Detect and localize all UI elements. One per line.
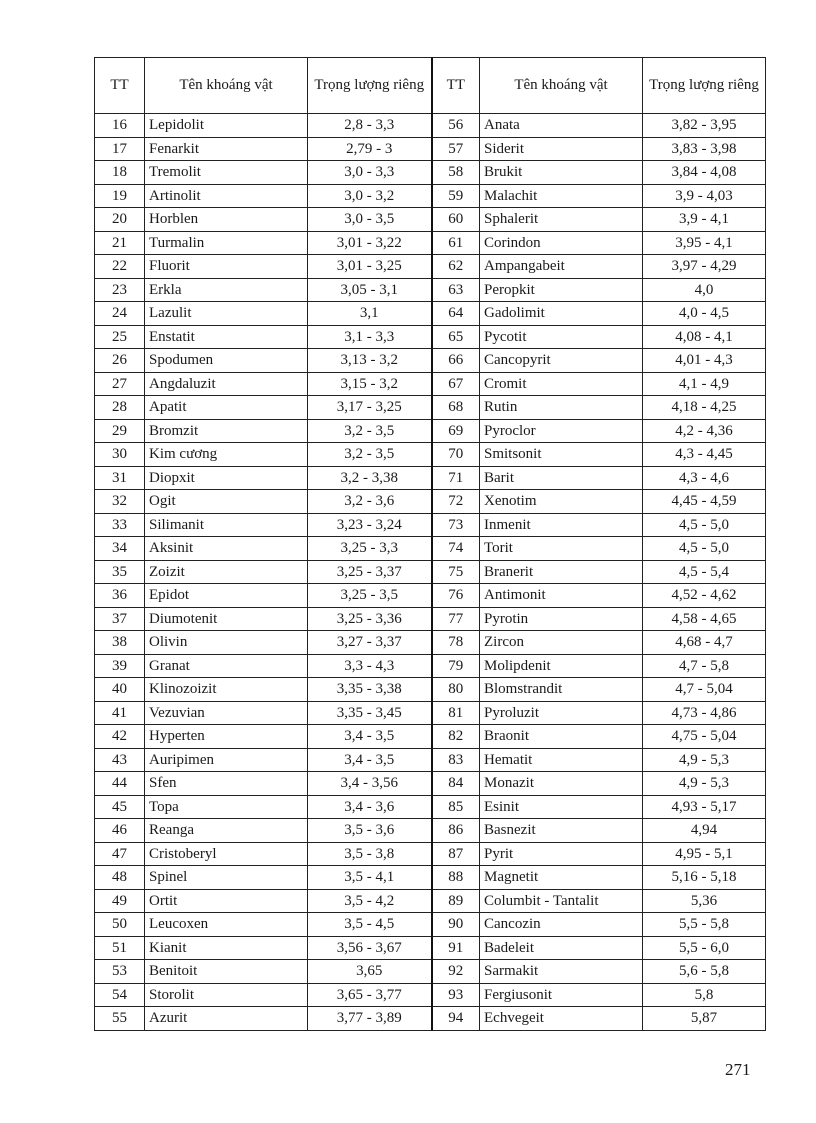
specific-gravity: 3,25 - 3,5 [308, 584, 432, 608]
row-tt: 91 [432, 936, 480, 960]
row-tt: 87 [432, 842, 480, 866]
mineral-name: Vezuvian [145, 701, 308, 725]
row-tt: 37 [95, 607, 145, 631]
specific-gravity: 3,1 - 3,3 [308, 325, 432, 349]
specific-gravity: 3,65 - 3,77 [308, 983, 432, 1007]
row-tt: 34 [95, 537, 145, 561]
row-tt: 28 [95, 396, 145, 420]
specific-gravity: 4,52 - 4,62 [643, 584, 766, 608]
row-tt: 30 [95, 443, 145, 467]
row-tt: 49 [95, 889, 145, 913]
specific-gravity: 3,25 - 3,37 [308, 560, 432, 584]
mineral-density-table [94, 57, 766, 1031]
mineral-name: Lazulit [145, 302, 308, 326]
mineral-name: Antimonit [480, 584, 643, 608]
row-tt: 80 [432, 678, 480, 702]
mineral-name: Auripimen [145, 748, 308, 772]
mineral-name: Sphalerit [480, 208, 643, 232]
table-row [95, 161, 766, 185]
mineral-name: Zoizit [145, 560, 308, 584]
row-tt: 46 [95, 819, 145, 843]
row-tt: 83 [432, 748, 480, 772]
table-row [95, 607, 766, 631]
mineral-name: Zircon [480, 631, 643, 655]
mineral-name: Hematit [480, 748, 643, 772]
mineral-name: Pycotit [480, 325, 643, 349]
specific-gravity: 4,18 - 4,25 [643, 396, 766, 420]
table-row [95, 278, 766, 302]
row-tt: 45 [95, 795, 145, 819]
table-row [95, 889, 766, 913]
mineral-name: Gadolimit [480, 302, 643, 326]
table-row [95, 725, 766, 749]
table-row [95, 537, 766, 561]
page-number: 271 [725, 1060, 751, 1079]
mineral-name: Pyroclor [480, 419, 643, 443]
row-tt: 47 [95, 842, 145, 866]
mineral-name: Bromzit [145, 419, 308, 443]
specific-gravity: 4,9 - 5,3 [643, 772, 766, 796]
table-row [95, 631, 766, 655]
row-tt: 29 [95, 419, 145, 443]
mineral-name: Enstatit [145, 325, 308, 349]
header-specific-gravity: Trọng lượng riêng [643, 58, 766, 114]
specific-gravity: 4,7 - 5,04 [643, 678, 766, 702]
row-tt: 38 [95, 631, 145, 655]
specific-gravity: 3,9 - 4,03 [643, 184, 766, 208]
row-tt: 27 [95, 372, 145, 396]
specific-gravity: 3,3 - 4,3 [308, 654, 432, 678]
specific-gravity: 3,83 - 3,98 [643, 137, 766, 161]
mineral-name: Granat [145, 654, 308, 678]
row-tt: 66 [432, 349, 480, 373]
mineral-name: Magnetit [480, 866, 643, 890]
mineral-name: Echvegeit [480, 1007, 643, 1031]
specific-gravity: 3,13 - 3,2 [308, 349, 432, 373]
mineral-name: Molipdenit [480, 654, 643, 678]
specific-gravity: 4,3 - 4,45 [643, 443, 766, 467]
specific-gravity: 4,3 - 4,6 [643, 466, 766, 490]
specific-gravity: 3,2 - 3,5 [308, 443, 432, 467]
specific-gravity: 3,9 - 4,1 [643, 208, 766, 232]
row-tt: 18 [95, 161, 145, 185]
row-tt: 75 [432, 560, 480, 584]
specific-gravity: 3,5 - 4,2 [308, 889, 432, 913]
table-row [95, 960, 766, 984]
specific-gravity: 3,5 - 3,6 [308, 819, 432, 843]
mineral-name: Braonit [480, 725, 643, 749]
specific-gravity: 3,4 - 3,56 [308, 772, 432, 796]
specific-gravity: 3,82 - 3,95 [643, 114, 766, 138]
row-tt: 60 [432, 208, 480, 232]
mineral-name: Kim cương [145, 443, 308, 467]
specific-gravity: 3,0 - 3,2 [308, 184, 432, 208]
specific-gravity: 3,4 - 3,5 [308, 748, 432, 772]
specific-gravity: 3,56 - 3,67 [308, 936, 432, 960]
specific-gravity: 4,94 [643, 819, 766, 843]
row-tt: 48 [95, 866, 145, 890]
mineral-name: Pyrotin [480, 607, 643, 631]
row-tt: 19 [95, 184, 145, 208]
row-tt: 32 [95, 490, 145, 514]
table-row [95, 701, 766, 725]
specific-gravity: 3,0 - 3,3 [308, 161, 432, 185]
row-tt: 70 [432, 443, 480, 467]
table-row [95, 983, 766, 1007]
mineral-name: Pyrit [480, 842, 643, 866]
specific-gravity: 5,5 - 6,0 [643, 936, 766, 960]
row-tt: 63 [432, 278, 480, 302]
mineral-name: Ortit [145, 889, 308, 913]
mineral-name: Spinel [145, 866, 308, 890]
specific-gravity: 3,2 - 3,38 [308, 466, 432, 490]
specific-gravity: 4,5 - 5,0 [643, 513, 766, 537]
table-row [95, 137, 766, 161]
table-row [95, 748, 766, 772]
specific-gravity: 3,01 - 3,25 [308, 255, 432, 279]
row-tt: 61 [432, 231, 480, 255]
table-row [95, 396, 766, 420]
mineral-name: Pyroluzit [480, 701, 643, 725]
table-header-row [95, 58, 766, 114]
mineral-name: Silimanit [145, 513, 308, 537]
row-tt: 79 [432, 654, 480, 678]
table-row [95, 184, 766, 208]
specific-gravity: 3,17 - 3,25 [308, 396, 432, 420]
specific-gravity: 3,4 - 3,5 [308, 725, 432, 749]
specific-gravity: 4,93 - 5,17 [643, 795, 766, 819]
mineral-name: Esinit [480, 795, 643, 819]
specific-gravity: 3,05 - 3,1 [308, 278, 432, 302]
table-row [95, 372, 766, 396]
row-tt: 76 [432, 584, 480, 608]
specific-gravity: 5,6 - 5,8 [643, 960, 766, 984]
mineral-name: Sfen [145, 772, 308, 796]
row-tt: 93 [432, 983, 480, 1007]
specific-gravity: 3,0 - 3,5 [308, 208, 432, 232]
mineral-name: Hyperten [145, 725, 308, 749]
row-tt: 74 [432, 537, 480, 561]
specific-gravity: 4,95 - 5,1 [643, 842, 766, 866]
mineral-name: Turmalin [145, 231, 308, 255]
specific-gravity: 3,15 - 3,2 [308, 372, 432, 396]
mineral-name: Malachit [480, 184, 643, 208]
row-tt: 35 [95, 560, 145, 584]
table-row [95, 231, 766, 255]
row-tt: 43 [95, 748, 145, 772]
table-row [95, 1007, 766, 1031]
mineral-name: Siderit [480, 137, 643, 161]
table-row [95, 654, 766, 678]
row-tt: 25 [95, 325, 145, 349]
row-tt: 72 [432, 490, 480, 514]
row-tt: 55 [95, 1007, 145, 1031]
specific-gravity: 3,2 - 3,5 [308, 419, 432, 443]
mineral-name: Smitsonit [480, 443, 643, 467]
row-tt: 68 [432, 396, 480, 420]
mineral-name: Azurit [145, 1007, 308, 1031]
row-tt: 16 [95, 114, 145, 138]
table-row [95, 913, 766, 937]
specific-gravity: 3,35 - 3,45 [308, 701, 432, 725]
mineral-name: Erkla [145, 278, 308, 302]
mineral-name: Basnezit [480, 819, 643, 843]
specific-gravity: 3,25 - 3,36 [308, 607, 432, 631]
specific-gravity: 2,8 - 3,3 [308, 114, 432, 138]
mineral-name: Xenotim [480, 490, 643, 514]
specific-gravity: 3,4 - 3,6 [308, 795, 432, 819]
specific-gravity: 3,97 - 4,29 [643, 255, 766, 279]
mineral-name: Anata [480, 114, 643, 138]
table-row [95, 513, 766, 537]
mineral-name: Horblen [145, 208, 308, 232]
row-tt: 58 [432, 161, 480, 185]
row-tt: 85 [432, 795, 480, 819]
table-row [95, 302, 766, 326]
mineral-name: Artinolit [145, 184, 308, 208]
row-tt: 26 [95, 349, 145, 373]
table-row [95, 114, 766, 138]
specific-gravity: 4,9 - 5,3 [643, 748, 766, 772]
mineral-name: Torit [480, 537, 643, 561]
mineral-name: Monazit [480, 772, 643, 796]
specific-gravity: 4,75 - 5,04 [643, 725, 766, 749]
specific-gravity: 4,45 - 4,59 [643, 490, 766, 514]
mineral-name: Corindon [480, 231, 643, 255]
mineral-name: Sarmakit [480, 960, 643, 984]
row-tt: 57 [432, 137, 480, 161]
row-tt: 77 [432, 607, 480, 631]
table-row [95, 466, 766, 490]
mineral-name: Spodumen [145, 349, 308, 373]
table-row [95, 490, 766, 514]
table-row [95, 795, 766, 819]
row-tt: 33 [95, 513, 145, 537]
specific-gravity: 2,79 - 3 [308, 137, 432, 161]
row-tt: 42 [95, 725, 145, 749]
table-row [95, 936, 766, 960]
row-tt: 78 [432, 631, 480, 655]
row-tt: 56 [432, 114, 480, 138]
specific-gravity: 3,5 - 4,5 [308, 913, 432, 937]
specific-gravity: 4,5 - 5,0 [643, 537, 766, 561]
specific-gravity: 3,5 - 4,1 [308, 866, 432, 890]
mineral-name: Fluorit [145, 255, 308, 279]
row-tt: 59 [432, 184, 480, 208]
table-row [95, 560, 766, 584]
row-tt: 41 [95, 701, 145, 725]
mineral-name: Leucoxen [145, 913, 308, 937]
mineral-name: Reanga [145, 819, 308, 843]
row-tt: 22 [95, 255, 145, 279]
table-row [95, 819, 766, 843]
row-tt: 89 [432, 889, 480, 913]
specific-gravity: 4,01 - 4,3 [643, 349, 766, 373]
table-row [95, 419, 766, 443]
mineral-name: Kianit [145, 936, 308, 960]
specific-gravity: 3,84 - 4,08 [643, 161, 766, 185]
mineral-name: Badeleit [480, 936, 643, 960]
mineral-name: Columbit - Tantalit [480, 889, 643, 913]
specific-gravity: 3,1 [308, 302, 432, 326]
header-tt: TT [432, 58, 480, 114]
row-tt: 86 [432, 819, 480, 843]
mineral-name: Fergiusonit [480, 983, 643, 1007]
specific-gravity: 4,58 - 4,65 [643, 607, 766, 631]
specific-gravity: 3,27 - 3,37 [308, 631, 432, 655]
table-row [95, 208, 766, 232]
mineral-name: Blomstrandit [480, 678, 643, 702]
table-row [95, 349, 766, 373]
mineral-name: Epidot [145, 584, 308, 608]
row-tt: 50 [95, 913, 145, 937]
specific-gravity: 5,87 [643, 1007, 766, 1031]
mineral-name: Topa [145, 795, 308, 819]
specific-gravity: 4,5 - 5,4 [643, 560, 766, 584]
mineral-name: Cristoberyl [145, 842, 308, 866]
row-tt: 23 [95, 278, 145, 302]
row-tt: 67 [432, 372, 480, 396]
row-tt: 44 [95, 772, 145, 796]
specific-gravity: 3,2 - 3,6 [308, 490, 432, 514]
row-tt: 65 [432, 325, 480, 349]
mineral-name: Olivin [145, 631, 308, 655]
mineral-name: Klinozoizit [145, 678, 308, 702]
row-tt: 88 [432, 866, 480, 890]
header-tt: TT [95, 58, 145, 114]
mineral-name: Apatit [145, 396, 308, 420]
specific-gravity: 4,2 - 4,36 [643, 419, 766, 443]
mineral-name: Aksinit [145, 537, 308, 561]
mineral-name: Benitoit [145, 960, 308, 984]
specific-gravity: 4,73 - 4,86 [643, 701, 766, 725]
specific-gravity: 5,5 - 5,8 [643, 913, 766, 937]
specific-gravity: 5,16 - 5,18 [643, 866, 766, 890]
table-row [95, 772, 766, 796]
table-row [95, 443, 766, 467]
mineral-name: Storolit [145, 983, 308, 1007]
specific-gravity: 3,25 - 3,3 [308, 537, 432, 561]
row-tt: 54 [95, 983, 145, 1007]
specific-gravity: 3,77 - 3,89 [308, 1007, 432, 1031]
row-tt: 51 [95, 936, 145, 960]
specific-gravity: 4,0 [643, 278, 766, 302]
mineral-name: Angdaluzit [145, 372, 308, 396]
specific-gravity: 5,8 [643, 983, 766, 1007]
specific-gravity: 3,65 [308, 960, 432, 984]
row-tt: 81 [432, 701, 480, 725]
header-mineral-name: Tên khoáng vật [480, 58, 643, 114]
table-row [95, 842, 766, 866]
mineral-name: Cromit [480, 372, 643, 396]
table-row [95, 584, 766, 608]
mineral-name: Peropkit [480, 278, 643, 302]
mineral-name: Cancozin [480, 913, 643, 937]
row-tt: 84 [432, 772, 480, 796]
row-tt: 71 [432, 466, 480, 490]
row-tt: 36 [95, 584, 145, 608]
mineral-name: Ogit [145, 490, 308, 514]
row-tt: 31 [95, 466, 145, 490]
specific-gravity: 3,5 - 3,8 [308, 842, 432, 866]
specific-gravity: 4,0 - 4,5 [643, 302, 766, 326]
table-row [95, 325, 766, 349]
mineral-name: Rutin [480, 396, 643, 420]
mineral-name: Branerit [480, 560, 643, 584]
row-tt: 24 [95, 302, 145, 326]
specific-gravity: 4,68 - 4,7 [643, 631, 766, 655]
mineral-name: Lepidolit [145, 114, 308, 138]
row-tt: 69 [432, 419, 480, 443]
row-tt: 90 [432, 913, 480, 937]
mineral-name: Diopxit [145, 466, 308, 490]
row-tt: 94 [432, 1007, 480, 1031]
mineral-name: Brukit [480, 161, 643, 185]
specific-gravity: 4,08 - 4,1 [643, 325, 766, 349]
header-mineral-name: Tên khoáng vật [145, 58, 308, 114]
specific-gravity: 3,95 - 4,1 [643, 231, 766, 255]
specific-gravity: 3,23 - 3,24 [308, 513, 432, 537]
table-row [95, 255, 766, 279]
row-tt: 53 [95, 960, 145, 984]
row-tt: 73 [432, 513, 480, 537]
specific-gravity: 5,36 [643, 889, 766, 913]
mineral-name: Inmenit [480, 513, 643, 537]
specific-gravity: 3,01 - 3,22 [308, 231, 432, 255]
row-tt: 17 [95, 137, 145, 161]
row-tt: 82 [432, 725, 480, 749]
row-tt: 92 [432, 960, 480, 984]
row-tt: 40 [95, 678, 145, 702]
mineral-name: Tremolit [145, 161, 308, 185]
mineral-name: Cancopyrit [480, 349, 643, 373]
row-tt: 62 [432, 255, 480, 279]
table-row [95, 866, 766, 890]
mineral-name: Barit [480, 466, 643, 490]
specific-gravity: 4,1 - 4,9 [643, 372, 766, 396]
row-tt: 20 [95, 208, 145, 232]
mineral-name: Fenarkit [145, 137, 308, 161]
row-tt: 64 [432, 302, 480, 326]
row-tt: 39 [95, 654, 145, 678]
header-specific-gravity: Trọng lượng riêng [308, 58, 432, 114]
specific-gravity: 4,7 - 5,8 [643, 654, 766, 678]
specific-gravity: 3,35 - 3,38 [308, 678, 432, 702]
table-row [95, 678, 766, 702]
mineral-name: Diumotenit [145, 607, 308, 631]
row-tt: 21 [95, 231, 145, 255]
mineral-name: Ampangabeit [480, 255, 643, 279]
